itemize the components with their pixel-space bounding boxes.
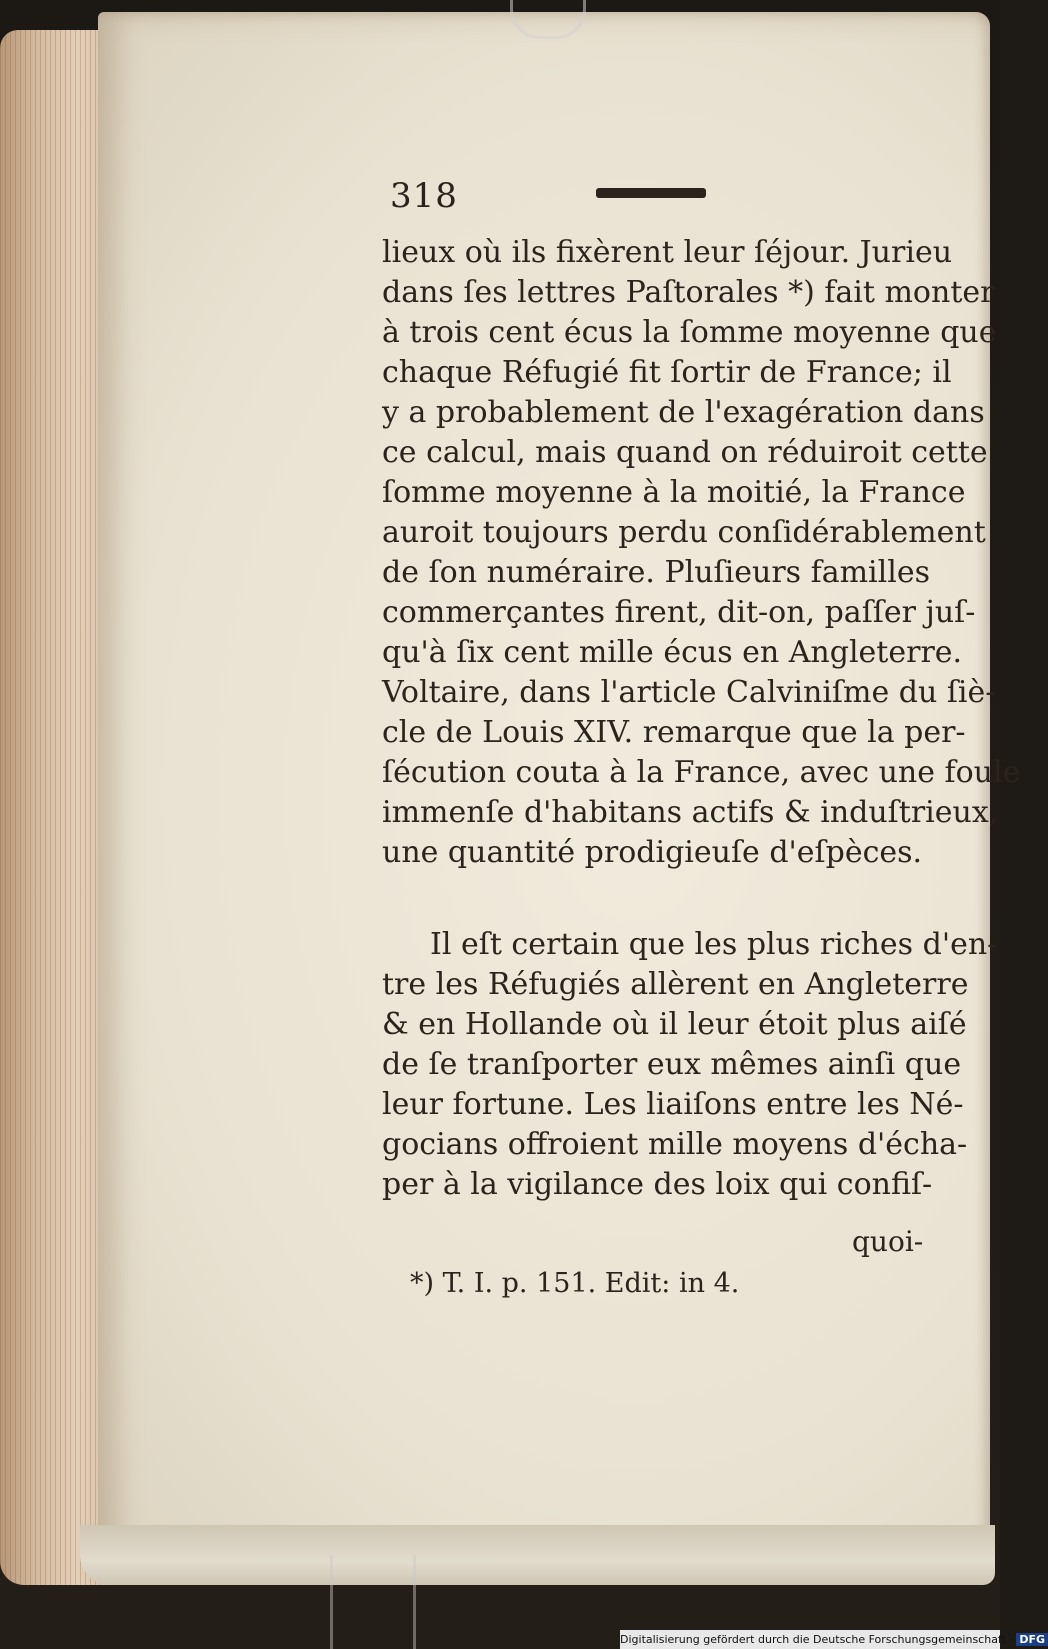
text-line: dans ſes lettres Paſtorales *) fait monter [382, 275, 995, 310]
text-line: de ſon numéraire. Pluſieurs familles [382, 555, 930, 590]
credit-text: Digitalisierung gefördert durch die Deutsche Forschungsgemeinschaft - [620, 1633, 1014, 1646]
text-line: auroit toujours perdu conſidérablement [382, 515, 986, 550]
text-line: de ſe tranſporter eux mêmes ainſi que [382, 1047, 962, 1082]
text-line: gocians offroient mille moyens d'écha- [382, 1127, 968, 1162]
text-line: ſécution couta à la France, avec une foule [382, 755, 1021, 790]
page-clip-bottom [330, 1555, 416, 1649]
text-line: tre les Réfugiés allèrent en Angleterre [382, 967, 969, 1002]
text-line: per à la vigilance des loix qui confiſ- [382, 1167, 933, 1202]
text-line: lieux où ils fixèrent leur ſéjour. Jurieu [382, 235, 953, 270]
text-line: y a probablement de l'exagération dans [382, 395, 985, 430]
dfg-logo: DFG [1016, 1633, 1048, 1646]
page-number: 318 [390, 176, 458, 216]
text-line: Il eſt certain que les plus riches d'en- [430, 927, 998, 962]
book-fore-edge [0, 30, 110, 1585]
text-line: chaque Réfugié fit ſortir de France; il [382, 355, 952, 390]
text-line: une quantité prodigieuſe d'eſpèces. [382, 835, 923, 870]
footnote: *) T. I. p. 151. Edit: in 4. [410, 1268, 740, 1299]
catchword: quoi- [852, 1225, 924, 1258]
paragraph-1 [382, 233, 1021, 873]
text-line: commerçantes firent, dit-on, paſſer juſ- [382, 595, 976, 630]
page-bottom-edge [80, 1525, 995, 1585]
text-line: ſomme moyenne à la moitié, la France [382, 475, 966, 510]
text-line: à trois cent écus la ſomme moyenne que [382, 315, 997, 350]
text-line: leur fortune. Les liaiſons entre les Né- [382, 1087, 964, 1122]
text-line: ce calcul, mais quand on réduiroit cette [382, 435, 988, 470]
digitization-credit [620, 1630, 1046, 1649]
text-line: qu'à ſix cent mille écus en Angleterre. [382, 635, 963, 670]
header-ornament-rule [596, 188, 706, 198]
text-line: & en Hollande où il leur étoit plus aiſé [382, 1007, 967, 1042]
text-line: Voltaire, dans l'article Calviniſme du ſiè- [382, 675, 996, 710]
text-line: cle de Louis XIV. remarque que la per- [382, 715, 966, 750]
text-line: immenſe d'habitans actifs & induſtrieux, [382, 795, 999, 830]
paragraph-2 [382, 925, 998, 1205]
